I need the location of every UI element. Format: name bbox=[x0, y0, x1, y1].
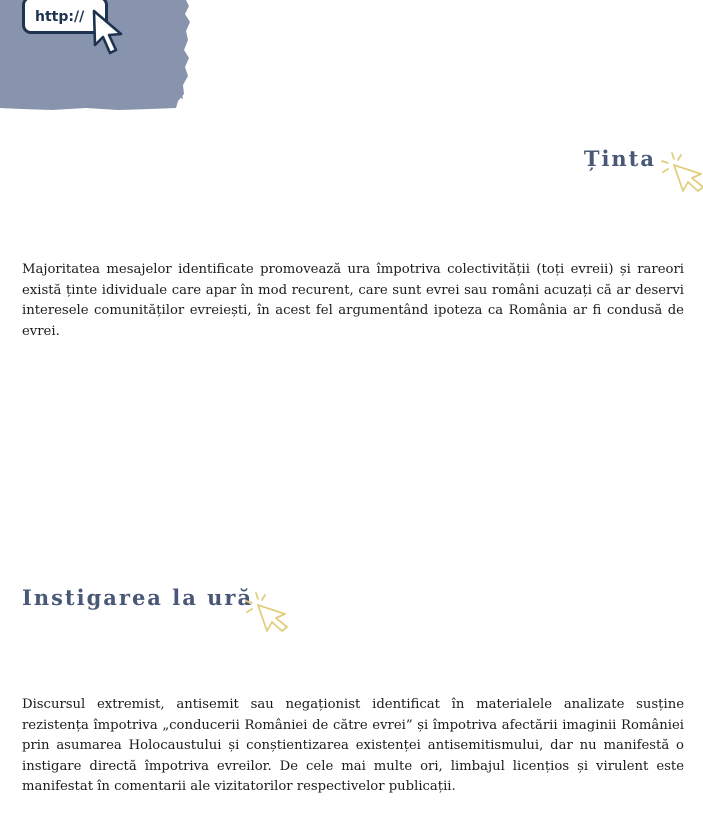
section-heading-instigarea: Instigarea la ură bbox=[22, 585, 254, 610]
cursor-click-icon bbox=[243, 590, 291, 632]
section-paragraph-instigarea: Discursul extremist, antisemit sau negaționist identificat în materialele analizate susține rezistența împotriva „conducerii României de către evrei” și împotriva afectării imaginii României prin asumarea Holocaustului și conștientizarea existenței antisemitismului, dar nu manifestă o instigare directă împotriva evreilor. De cele mai multe ori, limbajul licențios și virulent este manifestat în comentarii ale vizitatorilor respectivelor publicații. bbox=[22, 697, 684, 794]
cursor-click-icon bbox=[659, 150, 703, 192]
section-heading-tinta: Ținta bbox=[583, 146, 656, 171]
section-paragraph-tinta: Majoritatea mesajelor identificate promovează ura împotriva colectivității (toți evreii) și rareori există ținte idividuale care apar în mod recurent, care sunt evrei sau români acuzați că ar deservi interesele comunităților evreiești, în acest fel argumentând ipoteza ca România ar fi condusă de evrei. bbox=[22, 262, 684, 339]
url-badge-text: http:// bbox=[35, 9, 85, 25]
cursor-arrow-icon bbox=[90, 8, 126, 58]
